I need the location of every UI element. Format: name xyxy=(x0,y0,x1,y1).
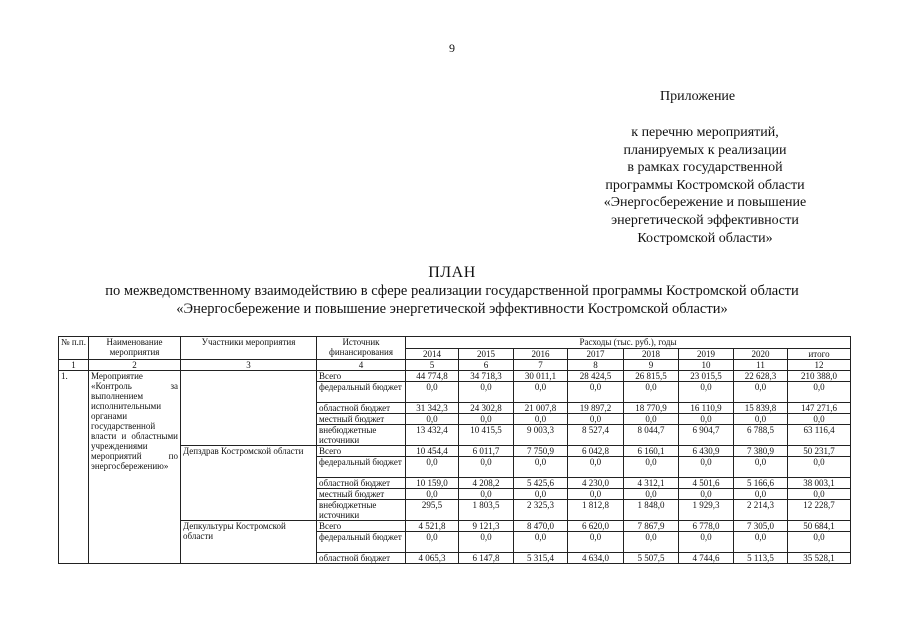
value-cell: 0,0 xyxy=(679,457,734,478)
appendix-line: планируемых к реализации xyxy=(623,142,787,158)
header-total: итого xyxy=(788,349,851,360)
value-cell: 5 315,4 xyxy=(514,553,568,564)
value-cell: 7 380,9 xyxy=(734,446,788,457)
source-cell: внебюджетные источники xyxy=(317,500,406,521)
value-cell: 44 774,8 xyxy=(406,371,459,382)
index-cell: 2 xyxy=(89,360,181,371)
value-cell: 0,0 xyxy=(514,414,568,425)
index-cell: 9 xyxy=(624,360,679,371)
value-cell: 1 848,0 xyxy=(624,500,679,521)
index-cell: 12 xyxy=(788,360,851,371)
plan-subtitle xyxy=(0,283,904,318)
total-cell: 210 388,0 xyxy=(788,371,851,382)
value-cell: 2 325,3 xyxy=(514,500,568,521)
value-cell: 8 044,7 xyxy=(624,425,679,446)
value-cell: 28 424,5 xyxy=(568,371,624,382)
plan-table-body xyxy=(59,371,851,564)
header-year: 2017 xyxy=(568,349,624,360)
value-cell: 0,0 xyxy=(406,457,459,478)
value-cell: 6 430,9 xyxy=(679,446,734,457)
total-cell: 0,0 xyxy=(788,532,851,553)
total-cell: 12 228,7 xyxy=(788,500,851,521)
value-cell: 8 527,4 xyxy=(568,425,624,446)
header-year: 2015 xyxy=(459,349,514,360)
value-cell: 0,0 xyxy=(406,532,459,553)
value-cell: 22 628,3 xyxy=(734,371,788,382)
value-cell: 6 778,0 xyxy=(679,521,734,532)
header-expenses: Расходы (тыс. руб.), годы xyxy=(406,337,851,349)
value-cell: 4 312,1 xyxy=(624,478,679,489)
value-cell: 2 214,3 xyxy=(734,500,788,521)
index-cell: 3 xyxy=(181,360,317,371)
value-cell: 5 166,6 xyxy=(734,478,788,489)
total-cell: 63 116,4 xyxy=(788,425,851,446)
source-cell: Всего xyxy=(317,446,406,457)
index-cell: 5 xyxy=(406,360,459,371)
index-cell: 7 xyxy=(514,360,568,371)
value-cell: 0,0 xyxy=(514,489,568,500)
participant-cell: Депкультуры Костромской области xyxy=(181,521,317,564)
value-cell: 1 803,5 xyxy=(459,500,514,521)
total-cell: 38 003,1 xyxy=(788,478,851,489)
value-cell: 0,0 xyxy=(568,532,624,553)
value-cell: 9 121,3 xyxy=(459,521,514,532)
source-cell: областной бюджет xyxy=(317,478,406,489)
value-cell: 1 812,8 xyxy=(568,500,624,521)
value-cell: 31 342,3 xyxy=(406,403,459,414)
value-cell: 0,0 xyxy=(624,532,679,553)
value-cell: 0,0 xyxy=(406,382,459,403)
value-cell: 0,0 xyxy=(734,382,788,403)
item-name: Мероприятие «Контроль за выполнением исполнительными органами государственной власти и областными учреждениями мероприятий по энергосбережению» xyxy=(89,371,181,564)
value-cell: 16 110,9 xyxy=(679,403,734,414)
value-cell: 23 015,5 xyxy=(679,371,734,382)
total-cell: 50 231,7 xyxy=(788,446,851,457)
appendix-line: Костромской области» xyxy=(637,230,773,246)
value-cell: 6 147,8 xyxy=(459,553,514,564)
source-cell: областной бюджет xyxy=(317,553,406,564)
value-cell: 6 042,8 xyxy=(568,446,624,457)
value-cell: 4 065,3 xyxy=(406,553,459,564)
value-cell: 26 815,5 xyxy=(624,371,679,382)
source-cell: федеральный бюджет xyxy=(317,382,406,403)
source-cell: местный бюджет xyxy=(317,489,406,500)
value-cell: 8 470,0 xyxy=(514,521,568,532)
value-cell: 21 007,8 xyxy=(514,403,568,414)
plan-table xyxy=(58,336,851,564)
value-cell: 4 230,0 xyxy=(568,478,624,489)
value-cell: 34 718,3 xyxy=(459,371,514,382)
value-cell: 9 003,3 xyxy=(514,425,568,446)
table-row xyxy=(59,371,851,382)
header-participants: Участники мероприятия xyxy=(181,337,317,360)
value-cell: 0,0 xyxy=(459,382,514,403)
participant-cell xyxy=(181,371,317,446)
source-cell: федеральный бюджет xyxy=(317,532,406,553)
total-cell: 0,0 xyxy=(788,382,851,403)
value-cell: 0,0 xyxy=(624,457,679,478)
header-source: Источник финансирования xyxy=(317,337,406,360)
total-cell: 0,0 xyxy=(788,457,851,478)
header-year: 2019 xyxy=(679,349,734,360)
total-cell: 50 684,1 xyxy=(788,521,851,532)
source-cell: Всего xyxy=(317,371,406,382)
value-cell: 6 620,0 xyxy=(568,521,624,532)
value-cell: 1 929,3 xyxy=(679,500,734,521)
value-cell: 0,0 xyxy=(568,382,624,403)
appendix-line: в рамках государственной xyxy=(627,160,783,176)
value-cell: 0,0 xyxy=(568,457,624,478)
total-cell: 0,0 xyxy=(788,489,851,500)
value-cell: 4 634,0 xyxy=(568,553,624,564)
value-cell: 7 867,9 xyxy=(624,521,679,532)
value-cell: 4 501,6 xyxy=(679,478,734,489)
item-number: 1. xyxy=(59,371,89,564)
value-cell: 0,0 xyxy=(624,382,679,403)
value-cell: 7 750,9 xyxy=(514,446,568,457)
appendix-title: Приложение xyxy=(660,89,736,104)
index-cell: 8 xyxy=(568,360,624,371)
plan-subtitle-line-2: «Энергосбережение и повышение энергетической эффективности Костромской области» xyxy=(176,300,728,317)
header-year: 2018 xyxy=(624,349,679,360)
value-cell: 0,0 xyxy=(624,489,679,500)
header-name: Наименование мероприятия xyxy=(89,337,181,360)
value-cell: 0,0 xyxy=(568,489,624,500)
participant-cell: Депздрав Костромской области xyxy=(181,446,317,521)
value-cell: 24 302,8 xyxy=(459,403,514,414)
value-cell: 6 011,7 xyxy=(459,446,514,457)
value-cell: 0,0 xyxy=(734,414,788,425)
value-cell: 295,5 xyxy=(406,500,459,521)
value-cell: 0,0 xyxy=(734,457,788,478)
value-cell: 0,0 xyxy=(568,414,624,425)
source-cell: местный бюджет xyxy=(317,414,406,425)
value-cell: 0,0 xyxy=(406,414,459,425)
value-cell: 10 415,5 xyxy=(459,425,514,446)
value-cell: 0,0 xyxy=(734,532,788,553)
value-cell: 0,0 xyxy=(406,489,459,500)
appendix-line: энергетической эффективности xyxy=(611,212,799,228)
value-cell: 0,0 xyxy=(459,489,514,500)
value-cell: 6 160,1 xyxy=(624,446,679,457)
plan-title: ПЛАН xyxy=(428,264,476,281)
value-cell: 5 507,5 xyxy=(624,553,679,564)
appendix-line: программы Костромской области xyxy=(605,177,805,193)
value-cell: 6 904,7 xyxy=(679,425,734,446)
value-cell: 0,0 xyxy=(679,489,734,500)
index-cell: 6 xyxy=(459,360,514,371)
index-cell: 4 xyxy=(317,360,406,371)
index-cell: 11 xyxy=(734,360,788,371)
value-cell: 5 113,5 xyxy=(734,553,788,564)
value-cell: 0,0 xyxy=(514,457,568,478)
source-cell: федеральный бюджет xyxy=(317,457,406,478)
source-cell: внебюджетные источники xyxy=(317,425,406,446)
value-cell: 19 897,2 xyxy=(568,403,624,414)
value-cell: 6 788,5 xyxy=(734,425,788,446)
index-cell: 1 xyxy=(59,360,89,371)
value-cell: 4 744,6 xyxy=(679,553,734,564)
appendix-line: «Энергосбережение и повышение xyxy=(603,195,807,211)
header-year: 2014 xyxy=(406,349,459,360)
appendix-subtitle xyxy=(560,124,850,247)
value-cell: 0,0 xyxy=(679,382,734,403)
value-cell: 10 454,4 xyxy=(406,446,459,457)
plan-subtitle-line-1: по межведомственному взаимодействию в сфере реализации государственной программы Костромской области xyxy=(105,283,799,299)
total-cell: 147 271,6 xyxy=(788,403,851,414)
value-cell: 10 159,0 xyxy=(406,478,459,489)
value-cell: 30 011,1 xyxy=(514,371,568,382)
header-num: № п.п. xyxy=(59,337,89,360)
value-cell: 0,0 xyxy=(734,489,788,500)
value-cell: 0,0 xyxy=(459,457,514,478)
value-cell: 4 521,8 xyxy=(406,521,459,532)
appendix-line: к перечню мероприятий, xyxy=(631,125,779,140)
value-cell: 13 432,4 xyxy=(406,425,459,446)
source-cell: Всего xyxy=(317,521,406,532)
value-cell: 0,0 xyxy=(459,532,514,553)
value-cell: 15 839,8 xyxy=(734,403,788,414)
value-cell: 0,0 xyxy=(624,414,679,425)
value-cell: 0,0 xyxy=(514,532,568,553)
page-number: 9 xyxy=(449,41,455,55)
value-cell: 18 770,9 xyxy=(624,403,679,414)
value-cell: 5 425,6 xyxy=(514,478,568,489)
value-cell: 0,0 xyxy=(459,414,514,425)
value-cell: 7 305,0 xyxy=(734,521,788,532)
header-year: 2020 xyxy=(734,349,788,360)
value-cell: 0,0 xyxy=(679,414,734,425)
total-cell: 0,0 xyxy=(788,414,851,425)
index-cell: 10 xyxy=(679,360,734,371)
value-cell: 0,0 xyxy=(679,532,734,553)
header-year: 2016 xyxy=(514,349,568,360)
source-cell: областной бюджет xyxy=(317,403,406,414)
value-cell: 4 208,2 xyxy=(459,478,514,489)
total-cell: 35 528,1 xyxy=(788,553,851,564)
value-cell: 0,0 xyxy=(514,382,568,403)
